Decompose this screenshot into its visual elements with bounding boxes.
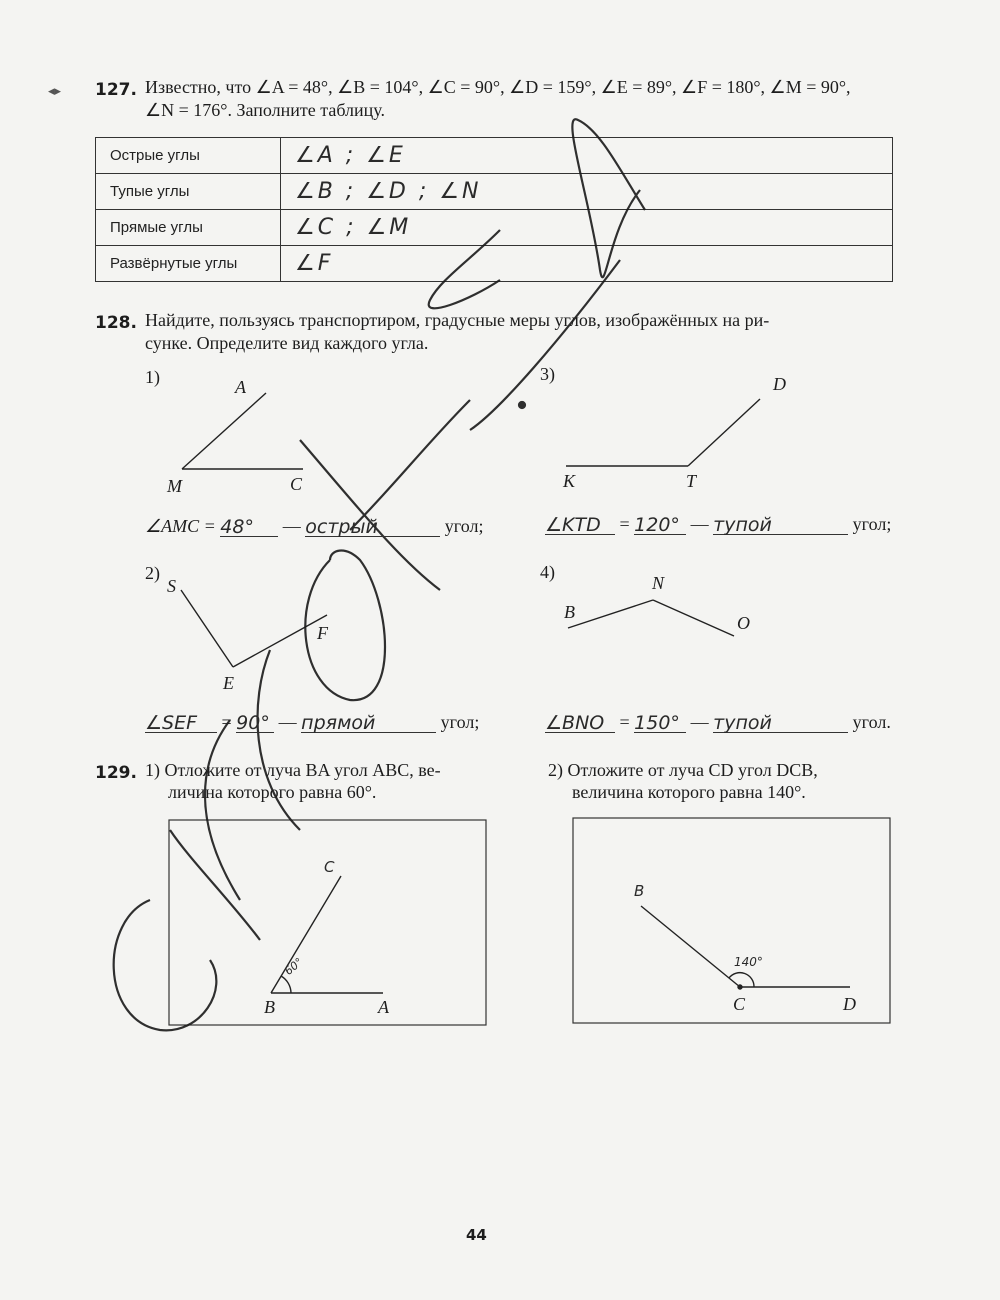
ray-no — [653, 600, 734, 636]
point-label-b-left: B — [264, 997, 275, 1017]
watermark-stroke-7 — [258, 650, 300, 830]
point-label-a: A — [235, 377, 246, 397]
kind-bno: тупой — [713, 712, 848, 733]
arc-label-60: 60° — [282, 955, 306, 978]
point-label-s: S — [167, 576, 176, 596]
row-label: Развёрнутые углы — [96, 246, 281, 282]
item-1-number: 1) — [145, 367, 160, 387]
watermark-stroke-4 — [350, 400, 470, 530]
measure-bno: 150° — [634, 712, 686, 733]
angle-amc-figure — [182, 393, 303, 469]
point-label-n: N — [652, 573, 665, 593]
measure-ktd: 120° — [634, 514, 686, 535]
kind-amc: острый — [305, 516, 440, 537]
point-label-d-right: D — [843, 994, 856, 1014]
dash: — — [690, 514, 709, 534]
ray-bc — [271, 876, 341, 993]
problem-128-text-line2: сунке. Определите вид каждого угла. — [145, 333, 429, 353]
problem-127-text-line1: Известно, что ∠A = 48°, ∠B = 104°, ∠C = 90°, ∠D = 159°, ∠E = 89°, ∠F = 180°, ∠M = 90°, — [145, 77, 851, 97]
page-number: 44 — [466, 1226, 487, 1244]
point-label-a-left: A — [378, 997, 389, 1017]
dash: — — [282, 516, 301, 536]
point-label-b: B — [564, 602, 575, 622]
item-2-number: 2) — [145, 563, 160, 583]
row-label: Острые углы — [96, 138, 281, 174]
problem-127-number: 127. — [95, 80, 137, 100]
equals: = — [221, 712, 232, 732]
kind-sef: прямой — [301, 712, 436, 733]
angle-amc-label: ∠AMC = — [145, 516, 216, 536]
point-label-f: F — [317, 623, 328, 643]
item-4-number: 4) — [540, 562, 555, 582]
point-label-c-left: C — [324, 858, 335, 876]
kind-ktd: тупой — [713, 514, 848, 535]
angle-bno-label: ∠BNO — [545, 712, 615, 733]
measure-amc: 48° — [220, 516, 278, 537]
watermark-stroke-5 — [300, 440, 440, 590]
point-label-k: K — [563, 471, 576, 491]
answer-line-amc — [145, 516, 483, 537]
answer-line-ktd — [545, 514, 891, 535]
watermark-stroke-3 — [429, 230, 500, 308]
problem-129-left-line1: 1) Отложите от луча BA угол ABC, ве- — [145, 760, 441, 780]
arc-60 — [281, 976, 291, 993]
dash: — — [278, 712, 297, 732]
item-3-number: 3) — [540, 364, 555, 384]
ray-nb — [568, 600, 653, 628]
angle-word: угол; — [444, 516, 484, 536]
arrow-marker-icon: ◂▸ — [48, 84, 62, 99]
row-label: Тупые углы — [96, 174, 281, 210]
problem-129-right-line1: 2) Отложите от луча CD угол DCB, — [548, 760, 818, 780]
equals: = — [619, 712, 630, 732]
row-answer: ∠A ; ∠E — [281, 138, 893, 174]
point-label-e: E — [223, 673, 234, 693]
point-label-t: T — [686, 471, 697, 491]
ray-es — [181, 590, 233, 667]
answer-line-bno — [545, 712, 891, 733]
handwritten-watermark — [114, 119, 645, 1030]
problem-128-text-line1: Найдите, пользуясь транспортиром, градусные меры углов, изображённых на ри- — [145, 310, 770, 330]
angle-word: угол; — [852, 514, 892, 534]
problem-129-left-line2: личина которого равна 60°. — [168, 782, 377, 802]
problem-129-right-line2: величина которого равна 140°. — [572, 782, 806, 802]
watermark-stroke-8 — [205, 720, 240, 900]
row-answer: ∠B ; ∠D ; ∠N — [281, 174, 893, 210]
watermark-stroke-1 — [572, 119, 645, 277]
ray-cb — [641, 906, 740, 987]
watermark-dot — [519, 402, 525, 408]
angle-sef-label: ∠SEF — [145, 712, 217, 733]
row-answer: ∠C ; ∠M — [281, 210, 893, 246]
dash: — — [690, 712, 709, 732]
problem-129-number: 129. — [95, 763, 137, 783]
measure-sef: 90° — [236, 712, 274, 733]
angle-dcb-figure — [641, 906, 850, 989]
point-label-c: C — [290, 474, 303, 494]
angle-ktd-figure — [566, 399, 760, 466]
point-label-m: M — [167, 476, 182, 496]
watermark-stroke-10 — [114, 900, 217, 1030]
equals: = — [619, 514, 630, 534]
vertex-c-dot — [738, 985, 742, 989]
ray-td — [688, 399, 760, 466]
problem-129-box-right — [573, 818, 890, 1023]
angle-ktd-label: ∠KTD — [545, 514, 615, 535]
answer-line-sef — [145, 712, 479, 733]
point-label-d: D — [773, 374, 786, 394]
angle-word: угол. — [852, 712, 891, 732]
ray-ma — [182, 393, 266, 469]
row-answer: ∠F — [281, 246, 893, 282]
row-label: Прямые углы — [96, 210, 281, 246]
angle-word: угол; — [440, 712, 480, 732]
point-label-c-right: C — [733, 994, 746, 1014]
problem-127-text-line2: ∠N = 176°. Заполните таблицу. — [145, 100, 385, 120]
angle-bno-figure — [568, 600, 734, 636]
arc-label-140: 140° — [734, 955, 763, 969]
point-label-b-right: B — [634, 882, 645, 900]
ray-ef — [233, 615, 327, 667]
problem-128-number: 128. — [95, 313, 137, 333]
point-label-o: O — [737, 613, 750, 633]
